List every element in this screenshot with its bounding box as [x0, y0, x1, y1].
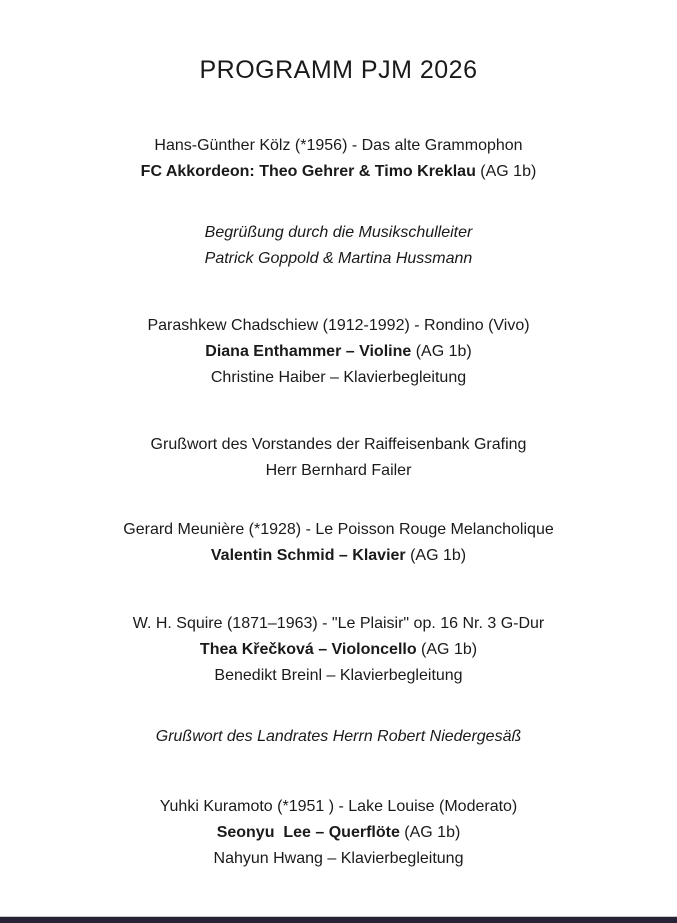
performer-line	[0, 820, 677, 846]
age-group-tag: (AG 1b)	[405, 547, 467, 564]
greeting-line	[0, 458, 677, 484]
performer-names: Valentin Schmid – Klavier	[210, 547, 406, 564]
composer-and-piece: Yuhki Kuramoto (*1951 ) - Lake Louise (Moderato)	[159, 798, 518, 815]
piece-line	[0, 794, 677, 820]
composer-and-piece: W. H. Squire (1871–1963) - "Le Plaisir" op. 16 Nr. 3 G-Dur	[132, 615, 545, 632]
piece-line	[0, 313, 677, 339]
composer-and-piece: Gerard Meunière (*1928) - Le Poisson Rouge Melancholique	[123, 521, 554, 538]
age-group-tag: (AG 1b)	[411, 343, 472, 360]
greeting-text: Begrüßung durch die Musikschulleiter	[204, 224, 473, 241]
performer-line	[0, 543, 677, 569]
composer-and-piece: Parashkew Chadschiew (1912-1992) - Rondino (Vivo)	[147, 317, 530, 334]
program-entry-akkordeon	[0, 133, 677, 185]
performer-names: Seonyu Lee – Querflöte	[216, 824, 400, 841]
performer-line	[0, 637, 677, 663]
age-group-tag: (AG 1b)	[475, 163, 537, 180]
accompanist-name: Christine Haiber – Klavierbegleitung	[210, 369, 467, 386]
greeting-line	[0, 220, 677, 246]
greeting-raiffeisenbank	[0, 432, 677, 484]
performer-names: Diana Enthammer – Violine	[205, 343, 412, 360]
performer-names: FC Akkordeon: Theo Gehrer & Timo Kreklau	[140, 163, 476, 180]
composer-and-piece: Hans-Günther Kölz (*1956) - Das alte Grammophon	[154, 137, 523, 154]
piece-line	[0, 611, 677, 637]
piece-line	[0, 517, 677, 543]
accompanist-name: Nahyun Hwang – Klavierbegleitung	[213, 850, 464, 867]
program-entry-violoncello	[0, 611, 677, 689]
page-title: PROGRAMM PJM 2026	[199, 56, 478, 84]
program-entry-querfloete	[0, 794, 677, 872]
greeting-text: Grußwort des Landrates Herrn Robert Niedergesäß	[155, 728, 522, 745]
performer-names: Thea Křečková – Violoncello	[199, 641, 417, 658]
greeting-line	[0, 724, 677, 750]
program-entry-klavier	[0, 517, 677, 569]
accompanist-name: Benedikt Breinl – Klavierbegleitung	[214, 667, 463, 684]
greeting-text: Grußwort des Vorstandes der Raiffeisenbank Grafing	[150, 436, 527, 453]
age-group-tag: (AG 1b)	[399, 824, 461, 841]
accompanist-line	[0, 663, 677, 689]
performer-line	[0, 339, 677, 365]
greeting-musikschulleiter	[0, 220, 677, 272]
piece-line	[0, 133, 677, 159]
performer-line	[0, 159, 677, 185]
greeting-landrat	[0, 724, 677, 750]
accompanist-line	[0, 846, 677, 872]
greeting-names: Herr Bernhard Failer	[265, 462, 412, 479]
greeting-line	[0, 432, 677, 458]
age-group-tag: (AG 1b)	[416, 641, 478, 658]
greeting-line	[0, 246, 677, 272]
window-bottom-edge	[0, 916, 677, 923]
accompanist-line	[0, 365, 677, 391]
greeting-names: Patrick Goppold & Martina Hussmann	[204, 250, 473, 267]
program-entry-violine	[0, 313, 677, 391]
